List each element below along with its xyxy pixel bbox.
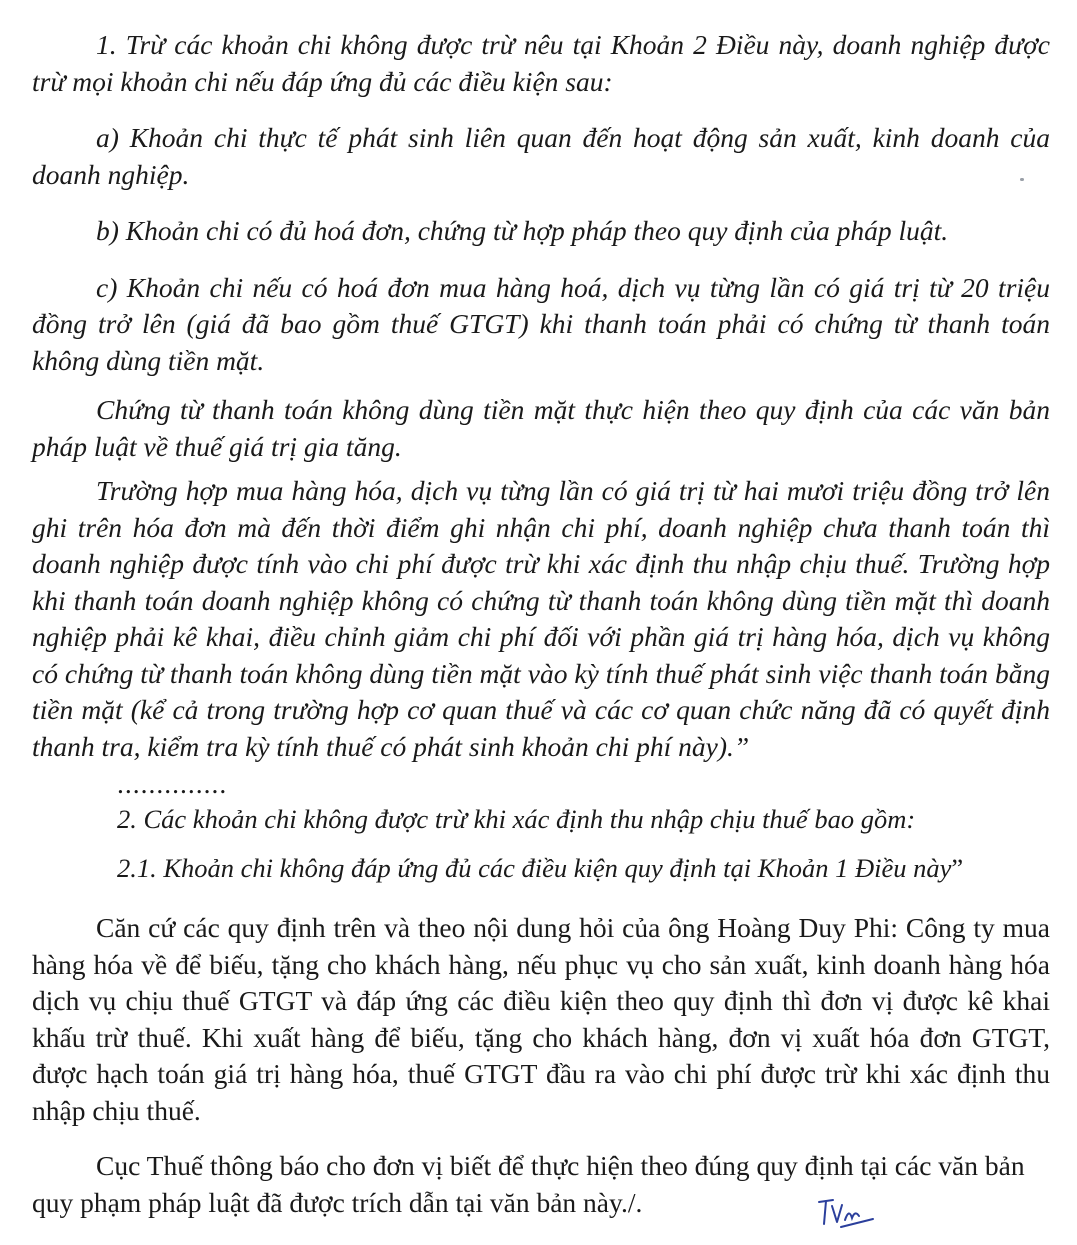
initials-signature	[815, 1196, 877, 1232]
clause-1-item-b: b) Khoản chi có đủ hoá đơn, chứng từ hợp pháp theo quy định của pháp luật.	[96, 215, 949, 246]
closing-quote-mark: ”	[951, 852, 964, 883]
omission-ellipsis: ..............	[117, 768, 228, 799]
clause-2-heading: 2. Các khoản chi không được trừ khi xác định thu nhập chịu thuế bao gồm:	[117, 804, 916, 834]
clause-1-item-c-note-1: Chứng từ thanh toán không dùng tiền mặt thực hiện theo quy định của các văn bản pháp luật về thuế giá trị gia tăng.	[32, 394, 1050, 462]
clause-2-item-2-1-text: 2.1. Khoản chi không đáp ứng đủ các điều kiện quy định tại Khoản 1 Điều này	[117, 852, 952, 883]
clause-2-item-2-1	[32, 850, 1050, 887]
clause-1-item-c: c) Khoản chi nếu có hoá đơn mua hàng hoá, dịch vụ từng lần có giá trị từ 20 triệu đồng trở lên (giá đã bao gồm thuế GTGT) khi thanh toán phải có chứng từ thanh toán không dùng tiền mặt.	[32, 271, 1050, 376]
document-body	[32, 27, 1050, 1221]
clause-1-item-a: a) Khoản chi thực tế phát sinh liên quan đến hoạt động sản xuất, kinh doanh của doanh nghiệp.	[32, 122, 1050, 190]
closing-paragraph: Cục Thuế thông báo cho đơn vị biết để thực hiện theo đúng quy định tại các văn bản quy phạm pháp luật đã được trích dẫn tại văn bản này./.	[32, 1150, 1025, 1218]
clause-1-intro: 1. Trừ các khoản chi không được trừ nêu tại Khoản 2 Điều này, doanh nghiệp được trừ mọi khoản chi nếu đáp ứng đủ các điều kiện sau:	[32, 29, 1050, 97]
clause-1-item-c-note-2: Trường hợp mua hàng hóa, dịch vụ từng lần có giá trị từ hai mươi triệu đồng trở lên ghi trên hóa đơn mà đến thời điểm ghi nhận chi phí, doanh nghiệp chưa thanh toán thì doanh nghiệp được tính vào chi phí được trừ khi xác định thu nhập chịu thuế. Trường hợp khi thanh toán doanh nghiệp không có chứng từ thanh toán không dùng tiền mặt thì doanh nghiệp phải kê khai, điều chỉnh giảm chi phí đối với phần giá trị hàng hóa, dịch vụ không có chứng từ thanh toán không dùng tiền mặt vào kỳ tính thuế phát sinh việc thanh toán bằng tiền mặt (kể cả trong trường hợp cơ quan thuế và các cơ quan chức năng đã có quyết định thanh tra, kiểm tra kỳ tính thuế có phát sinh khoản chi phí này).”	[32, 475, 1050, 762]
conclusion-paragraph: Căn cứ các quy định trên và theo nội dung hỏi của ông Hoàng Duy Phi: Công ty mua hàng hóa về để biếu, tặng cho khách hàng, nếu phục vụ cho sản xuất, kinh doanh hàng hóa dịch vụ chịu thuế GTGT và đáp ứng các điều kiện theo quy định thì đơn vị được kê khai khấu trừ thuế. Khi xuất hàng để biếu, tặng cho khách hàng, đơn vị xuất hóa đơn GTGT, được hạch toán giá trị hàng hóa, thuế GTGT đầu ra vào chi phí được trừ khi xác định thu nhập chịu thuế.	[32, 912, 1050, 1126]
